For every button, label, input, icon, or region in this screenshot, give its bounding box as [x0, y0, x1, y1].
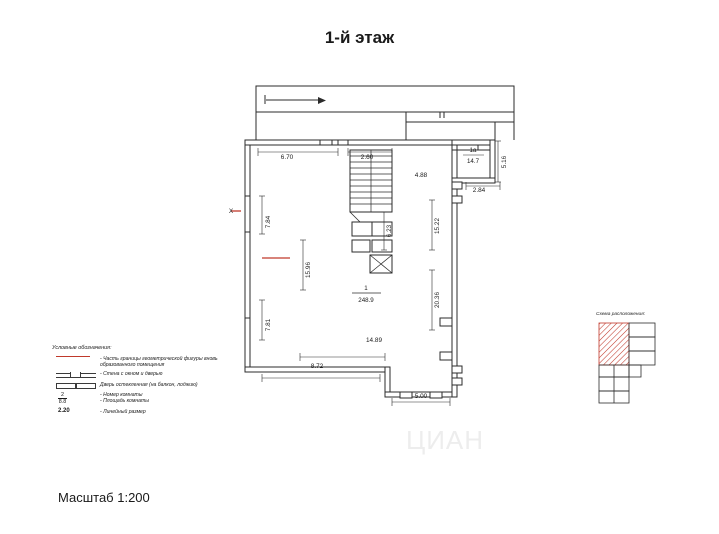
dim-4.88: 4.88 [414, 172, 428, 179]
dim-2.84: 2.84 [472, 187, 486, 194]
room-label-main [352, 285, 381, 304]
legend-room-number-label: - Номер комнаты [100, 391, 143, 398]
linear-size-value: 2.20 [58, 408, 70, 415]
dim-20.36: 20.36 [434, 292, 441, 308]
room-number-1a: 1a [469, 147, 477, 154]
mark-x: X [228, 208, 234, 215]
legend-room-area-label: - Площадь комнаты [100, 398, 150, 405]
location-scheme-caption: Схема расположения: [596, 312, 646, 317]
legend-item-door-label: Дверь остекленная (на балкон, лоджию) [100, 381, 198, 388]
legend-item-boundary [52, 356, 242, 369]
location-scheme-drawing [596, 321, 696, 421]
room-number: 1 [364, 285, 368, 292]
dim-5.16: 5.16 [501, 155, 508, 169]
fraction-denominator: 8.8 [58, 399, 67, 406]
fraction-numerator: 2 [58, 392, 67, 399]
legend-item-boundary-label: - Часть границы геометрической фигуры вновь образованного помещения [100, 355, 218, 369]
dim-6.70: 6.70 [280, 154, 294, 161]
dim-6.23: 6.23 [386, 224, 393, 238]
legend-item-linear-label: - Линейный размер [100, 408, 146, 415]
room-area-1a: 14.7 [466, 158, 480, 165]
room-area: 248.9 [358, 297, 374, 304]
exit-door-icon [52, 381, 98, 389]
legend-title: Условные обозначения: [52, 345, 112, 351]
red-line-icon [52, 356, 98, 357]
dim-2.60: 2.60 [360, 154, 374, 161]
dim-14.89: 14.89 [366, 337, 382, 344]
room-fraction-icon [52, 392, 98, 405]
legend-item-room-fraction [52, 392, 242, 405]
watermark-text: ЦИАН [406, 425, 485, 455]
legend-item-wall [52, 371, 242, 377]
dim-7.81: 7.81 [265, 318, 272, 332]
new-premises-boundary [231, 211, 290, 258]
dim-8.72: 8.72 [310, 363, 324, 370]
dim-15.22: 15.22 [434, 218, 441, 234]
watermark [406, 424, 484, 456]
dim-5.00: 5.00 [414, 393, 428, 400]
legend-item-wall-label: - Стена с окном и дверью [100, 371, 163, 378]
location-scheme [596, 312, 696, 426]
scale-label: Масштаб 1:200 [58, 490, 150, 505]
legend-item-linear [52, 408, 242, 416]
legend-item-door [52, 381, 242, 389]
wall-window-door-icon [52, 372, 98, 377]
page-title: 1-й этаж [324, 28, 395, 47]
dim-15.96: 15.96 [305, 262, 312, 278]
linear-size-icon [52, 408, 98, 416]
dim-7.84: 7.84 [265, 215, 272, 229]
legend [52, 345, 242, 419]
